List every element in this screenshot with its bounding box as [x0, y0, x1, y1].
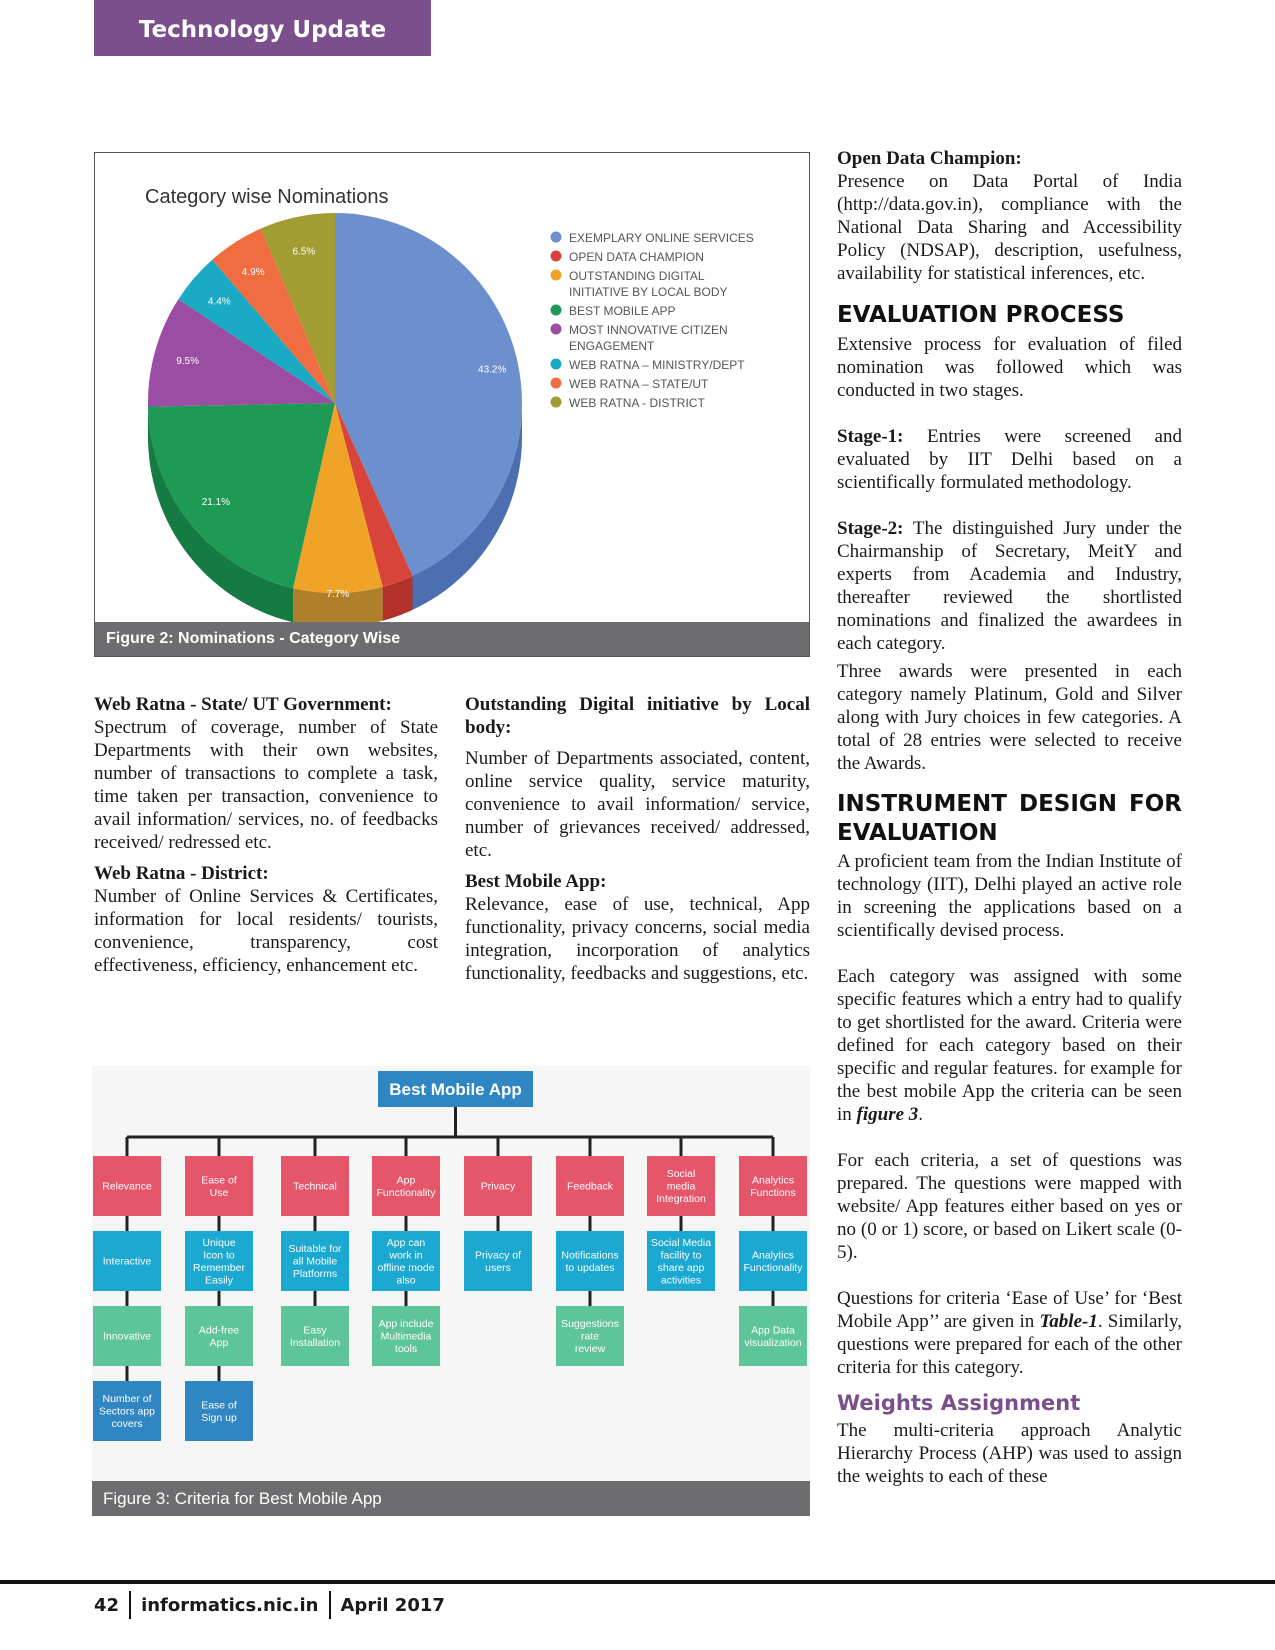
node-label: Social — [666, 1168, 696, 1181]
stage-2-paragraph — [837, 517, 1182, 655]
instrument-design-heading: INSTRUMENT DESIGN FOR EVALUATION — [837, 791, 1182, 846]
chart-title: Category wise Nominations — [145, 186, 389, 208]
legend-swatch — [551, 397, 562, 408]
legend-label: OPEN DATA CHAMPION — [569, 250, 704, 264]
node-label: Icon to — [203, 1249, 235, 1262]
node-label: Functionality — [743, 1261, 803, 1274]
node-label: Interactive — [102, 1255, 152, 1268]
node-label: visualization — [744, 1336, 802, 1349]
criterion-node — [185, 1156, 253, 1216]
page-footer — [94, 1591, 445, 1619]
instrument-design-text: A proficient team from the Indian Institute of technology (IIT), Delhi played an active role in screening the applications based on a scientifically devised process. — [837, 851, 1182, 941]
node-label: users — [485, 1261, 511, 1274]
pie-data-label: 9.5% — [176, 356, 199, 367]
root-node — [378, 1071, 533, 1107]
sub-criterion-node — [647, 1231, 715, 1291]
node-label: Integration — [656, 1193, 706, 1206]
node-label: media — [666, 1180, 696, 1193]
node-label: Notifications — [561, 1249, 619, 1262]
web-ratna-state-text: Spectrum of coverage, number of State Departments with their own websites, number of transactions to complete a task, time taken per transaction, convenience to avail information/ services, no. of feedbacks received/ redressed etc. — [94, 717, 438, 853]
legend-label: OUTSTANDING DIGITAL — [569, 269, 705, 283]
legend-label: WEB RATNA – STATE/UT — [569, 377, 709, 391]
ease-text: Questions for criteria ‘Ease of Use’ for ‘Best Mobile App’’ are given in — [837, 1288, 1182, 1332]
criterion-node — [372, 1156, 440, 1216]
section-tab: Technology Update — [94, 0, 431, 56]
pie-data-label: 4.9% — [241, 267, 265, 279]
node-label: Use — [209, 1186, 229, 1199]
pie-data-label: 7.7% — [326, 589, 350, 600]
table-1-reference: Table-1 — [1039, 1311, 1098, 1332]
criteria-tree-diagram — [92, 1066, 810, 1481]
sub-criterion-node — [739, 1306, 807, 1366]
node-label: Ease of — [201, 1174, 237, 1187]
category-text-end: . — [918, 1104, 924, 1125]
questions-paragraph: For each criteria, a set of questions was prepared. The questions were mapped with website/ App features either based on yes or no (0 or 1) score, or based on Likert scale (0-5). — [837, 1150, 1182, 1263]
node-label: Analytics — [751, 1249, 795, 1262]
footer-separator — [329, 1591, 331, 1619]
node-label: offline mode — [377, 1261, 435, 1274]
node-label: activities — [660, 1274, 702, 1287]
node-label: review — [574, 1343, 606, 1356]
node-label: Ease of — [201, 1399, 237, 1412]
criterion-node — [281, 1156, 349, 1216]
middle-column — [465, 693, 810, 985]
node-label: Easily — [204, 1274, 234, 1287]
legend-label: MOST INNOVATIVE CITIZEN — [569, 323, 728, 337]
sub-criterion-node — [464, 1231, 532, 1291]
node-label: Suitable for — [288, 1243, 342, 1256]
legend-swatch — [551, 359, 562, 370]
legend-label: EXEMPLARY ONLINE SERVICES — [569, 231, 754, 245]
stage-1-paragraph — [837, 425, 1182, 494]
node-label: Sign up — [201, 1411, 237, 1424]
node-label: Feedback — [566, 1180, 614, 1193]
node-label: tools — [394, 1343, 418, 1356]
node-label: Privacy of — [474, 1249, 522, 1262]
evaluation-intro: Extensive process for evaluation of filed nomination was followed which was conducted in two stages. — [837, 334, 1182, 401]
local-body-heading: Outstanding Digital initiative by Local body: — [465, 694, 810, 738]
legend-swatch — [551, 270, 562, 281]
weights-text: The multi-criteria approach Analytic Hierarchy Process (AHP) was used to assign the weights to each of these — [837, 1420, 1182, 1487]
sub-criterion-node — [281, 1306, 349, 1366]
sub-criterion-node — [93, 1306, 161, 1366]
web-ratna-state-heading: Web Ratna - State/ UT Government: — [94, 694, 392, 715]
node-label: rate — [580, 1330, 600, 1343]
sub-criterion-node — [556, 1306, 624, 1366]
legend-label: WEB RATNA – MINISTRY/DEPT — [569, 358, 745, 372]
node-label: Relevance — [102, 1180, 152, 1193]
figure-3-caption: Figure 3: Criteria for Best Mobile App — [92, 1481, 810, 1516]
node-label: Best Mobile App — [389, 1079, 522, 1099]
node-label: App — [209, 1336, 229, 1349]
criterion-node — [556, 1156, 624, 1216]
node-label: Suggestions — [561, 1318, 619, 1331]
node-label: Functions — [750, 1186, 796, 1199]
awards-paragraph: Three awards were presented in each category namely Platinum, Gold and Silver along with Jury choices in few categories. A total of 28 entries were selected to receive the Awards. — [837, 661, 1182, 774]
node-label: Add-free — [198, 1324, 240, 1337]
pie-data-label: 6.5% — [292, 246, 316, 258]
node-label: also — [396, 1274, 416, 1287]
stage-1-text: Entries were screened and evaluated by IIT Delhi based on a scientifically formulated methodology. — [837, 426, 1182, 493]
node-label: Innovative — [103, 1330, 151, 1343]
sub-criterion-node — [739, 1231, 807, 1291]
web-ratna-district-text: Number of Online Services & Certificates, information for local residents/ tourists, convenience, transparency, cost effectiveness, efficiency, enhancement etc. — [94, 886, 438, 976]
node-label: App include — [378, 1318, 434, 1331]
evaluation-process-heading: EVALUATION PROCESS — [837, 302, 1125, 328]
open-data-heading: Open Data Champion: — [837, 148, 1022, 169]
footer-date: April 2017 — [340, 1594, 445, 1616]
node-label: Installation — [289, 1336, 341, 1349]
sub-criterion-node — [281, 1231, 349, 1291]
node-label: Multimedia — [380, 1330, 432, 1343]
category-text: Each category was assigned with some specific features which a entry had to qualify to get shortlisted for the award. Criteria were defined for each category based on their specific and regular features. for example for the best mobile App the criteria can be seen in — [837, 966, 1182, 1125]
sub-criterion-node — [372, 1306, 440, 1366]
legend-swatch — [551, 378, 562, 389]
node-label: Privacy — [480, 1180, 516, 1193]
footer-separator — [129, 1591, 131, 1619]
footer-rule — [0, 1580, 1275, 1584]
sub-criterion-node — [185, 1381, 253, 1441]
node-label: covers — [111, 1418, 143, 1431]
node-label: all Mobile — [292, 1255, 338, 1268]
node-label: Functionality — [376, 1186, 436, 1199]
stage-2-label: Stage-2: — [837, 518, 904, 539]
node-label: facility to — [660, 1249, 702, 1262]
figure-3-reference: figure 3 — [856, 1104, 919, 1125]
legend-label: BEST MOBILE APP — [569, 304, 676, 318]
figure-3 — [92, 1066, 810, 1516]
legend-swatch — [551, 324, 562, 335]
local-body-text: Number of Departments associated, content, online service quality, service maturity, convenience to avail information/ service, number of grievances received/ addressed, etc. — [465, 748, 810, 861]
criterion-node — [739, 1156, 807, 1216]
footer-site: informatics.nic.in — [141, 1594, 319, 1616]
sub-criterion-node — [185, 1306, 253, 1366]
criterion-node — [647, 1156, 715, 1216]
legend-swatch — [551, 232, 562, 243]
node-label: Easy — [303, 1324, 327, 1337]
sub-criterion-node — [372, 1231, 440, 1291]
best-mobile-app-heading: Best Mobile App: — [465, 871, 607, 892]
criterion-node — [464, 1156, 532, 1216]
node-label: to updates — [565, 1261, 615, 1274]
web-ratna-district-heading: Web Ratna - District: — [94, 863, 269, 884]
figure-2-caption: Figure 2: Nominations - Category Wise — [95, 622, 809, 656]
right-column — [837, 147, 1182, 1488]
node-label: Platforms — [292, 1268, 338, 1281]
stage-1-label: Stage-1: — [837, 426, 904, 447]
open-data-text: Presence on Data Portal of India (http://data.gov.in), compliance with the National Data Sharing and Accessibility Policy (NDSAP), description, usefulness, availability for statistical inferences, etc. — [837, 171, 1182, 284]
left-column — [94, 693, 438, 977]
pie-chart — [95, 153, 811, 623]
node-label: Unique — [202, 1236, 236, 1249]
node-label: App — [396, 1174, 416, 1187]
node-label: work in — [389, 1249, 423, 1262]
node-label: share app — [657, 1261, 705, 1274]
legend-label: INITIATIVE BY LOCAL BODY — [569, 285, 728, 299]
pie-data-label: 21.1% — [201, 497, 231, 509]
pie-data-label: 4.4% — [207, 296, 231, 308]
node-label: App can — [386, 1236, 426, 1249]
node-label: Number of — [102, 1393, 152, 1406]
best-mobile-app-text: Relevance, ease of use, technical, App functionality, privacy concerns, social media integration, incorporation of analytics functionality, feedbacks and suggestions, etc. — [465, 894, 810, 984]
node-label: Sectors app — [98, 1405, 156, 1418]
sub-criterion-node — [556, 1231, 624, 1291]
legend-label: ENGAGEMENT — [569, 339, 655, 353]
weights-assignment-heading: Weights Assignment — [837, 1391, 1081, 1415]
node-label: Social Media — [650, 1236, 712, 1249]
node-label: App Data — [751, 1324, 795, 1337]
node-label: Remember — [193, 1261, 245, 1274]
legend-label: WEB RATNA - DISTRICT — [569, 396, 705, 410]
criterion-node — [93, 1156, 161, 1216]
sub-criterion-node — [93, 1381, 161, 1441]
ease-of-use-paragraph — [837, 1287, 1182, 1379]
stage-2-text: The distinguished Jury under the Chairmanship of Secretary, MeitY and experts from Academia and Industry, thereafter reviewed the shortlisted nominations and finalized the awardees in each category. — [837, 518, 1182, 654]
category-paragraph — [837, 965, 1182, 1126]
legend-swatch — [551, 251, 562, 262]
ease-text-end: . Similarly, questions were prepared for each of the other criteria for this category. — [837, 1311, 1183, 1378]
sub-criterion-node — [93, 1231, 161, 1291]
sub-criterion-node — [185, 1231, 253, 1291]
legend-swatch — [551, 305, 562, 316]
figure-2 — [94, 152, 810, 657]
node-label: Analytics — [751, 1174, 795, 1187]
pie-data-label: 43.2% — [478, 364, 507, 376]
page-number: 42 — [94, 1594, 120, 1616]
node-label: Technical — [293, 1180, 337, 1193]
